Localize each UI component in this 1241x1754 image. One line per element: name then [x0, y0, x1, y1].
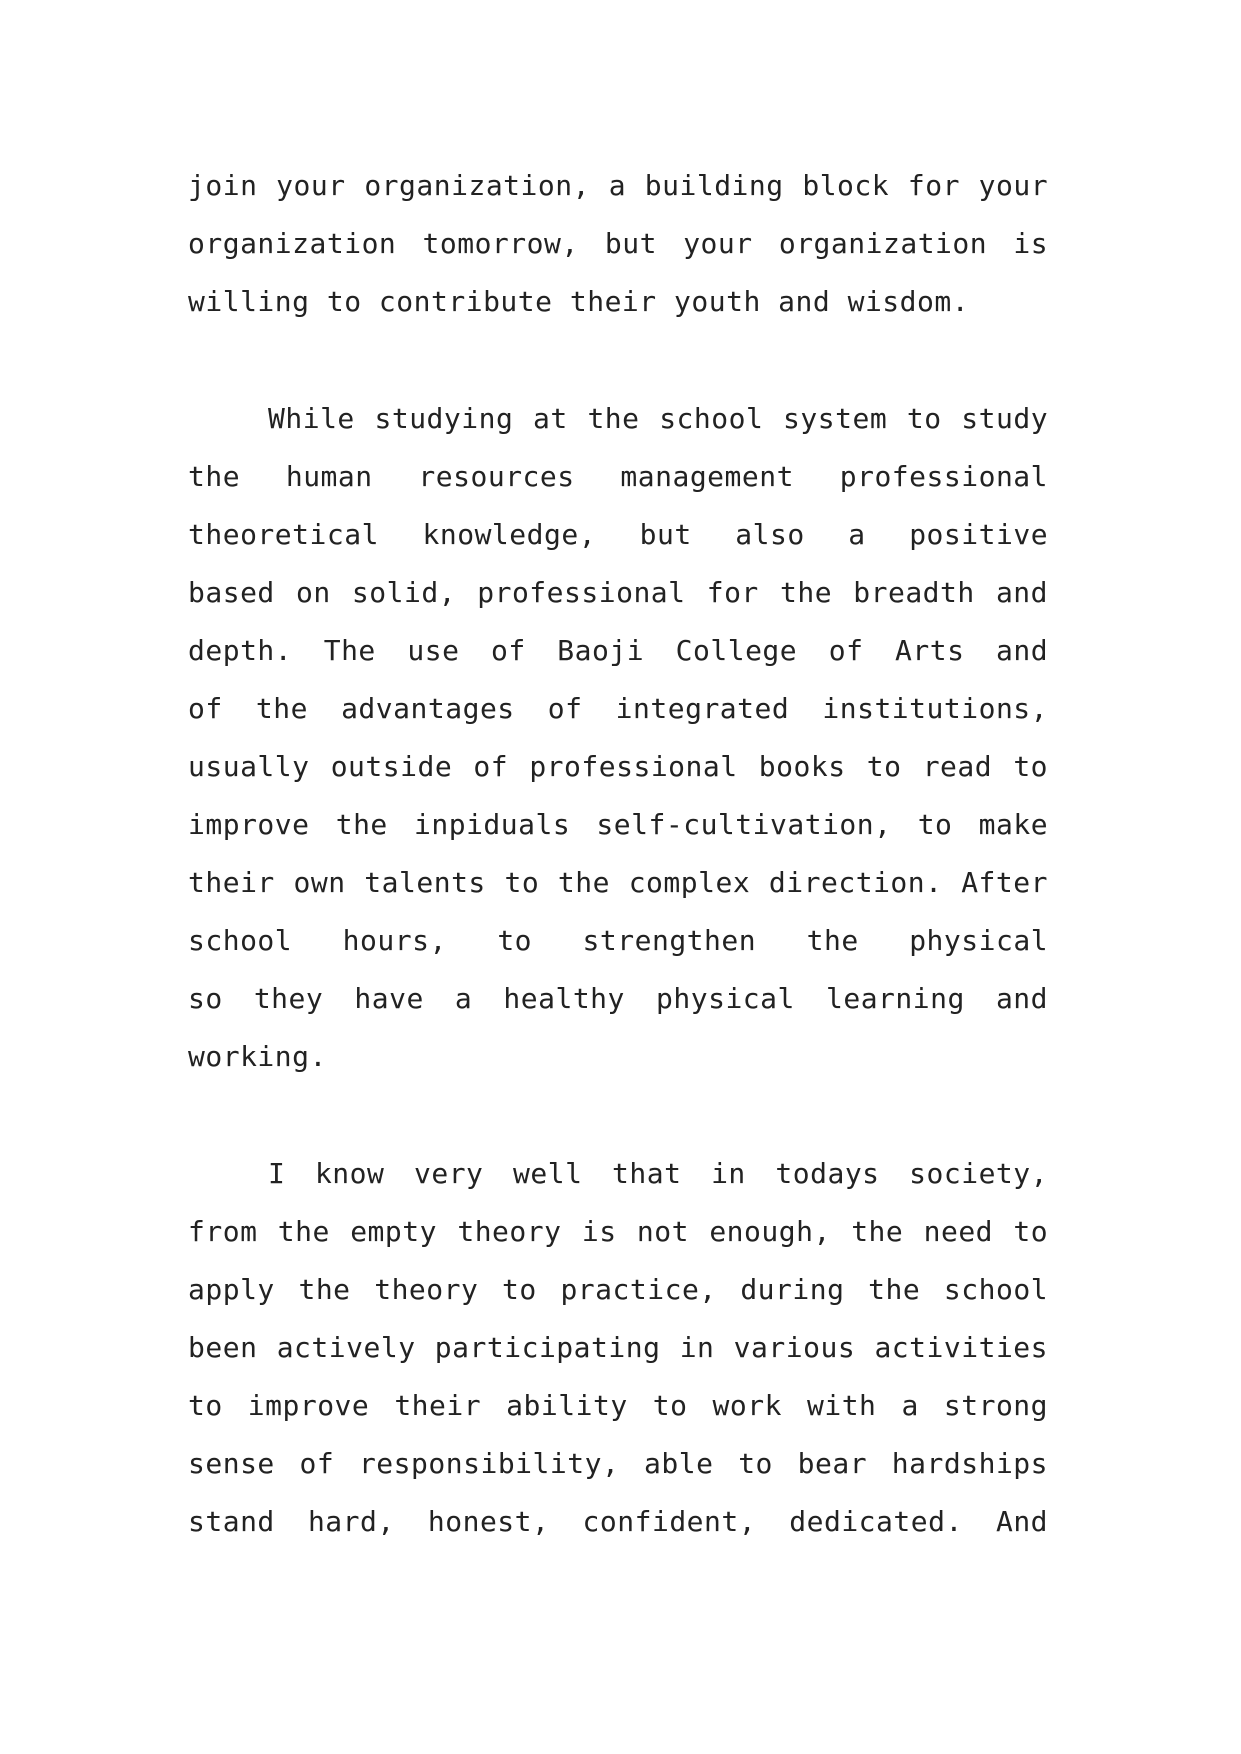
paragraph-line: to improve their ability to work with a strong: [188, 1389, 1048, 1422]
paragraph-line: sense of responsibility, able to bear hardships: [188, 1447, 1048, 1480]
paragraph-line: join your organization, a building block for your: [188, 169, 1048, 202]
paragraph-line: improve the inpiduals self-cultivation, to make: [188, 808, 1048, 841]
paragraph-line: usually outside of professional books to read to: [188, 750, 1048, 783]
paragraph-line: so they have a healthy physical learning and: [188, 982, 1048, 1015]
paragraph-line: willing to contribute their youth and wisdom.: [188, 285, 970, 318]
paragraph-line: of the advantages of integrated institutions,: [188, 692, 1048, 725]
paragraph-line: from the empty theory is not enough, the need to: [188, 1215, 1048, 1248]
paragraph-line: working.: [188, 1040, 327, 1073]
paragraph-line: theoretical knowledge, but also a positive: [188, 518, 1048, 551]
paragraph-2: [188, 390, 1048, 1086]
paragraph-line: school hours, to strengthen the physical: [188, 924, 1048, 957]
paragraph-1: [188, 157, 1048, 331]
paragraph-line: been actively participating in various activities: [188, 1331, 1048, 1364]
paragraph-line: I know very well that in todays society,: [268, 1157, 1048, 1190]
paragraph-3: [188, 1145, 1048, 1551]
paragraph-line: based on solid, professional for the breadth and: [188, 576, 1048, 609]
paragraph-line: While studying at the school system to study: [268, 402, 1048, 435]
paragraph-line: their own talents to the complex direction. After: [188, 866, 1048, 899]
paragraph-line: apply the theory to practice, during the school: [188, 1273, 1048, 1306]
paragraph-line: depth. The use of Baoji College of Arts and: [188, 634, 1048, 667]
paragraph-line: stand hard, honest, confident, dedicated. And: [188, 1505, 1048, 1538]
paragraph-line: organization tomorrow, but your organization is: [188, 227, 1048, 260]
paragraph-line: the human resources management professional: [188, 460, 1048, 493]
